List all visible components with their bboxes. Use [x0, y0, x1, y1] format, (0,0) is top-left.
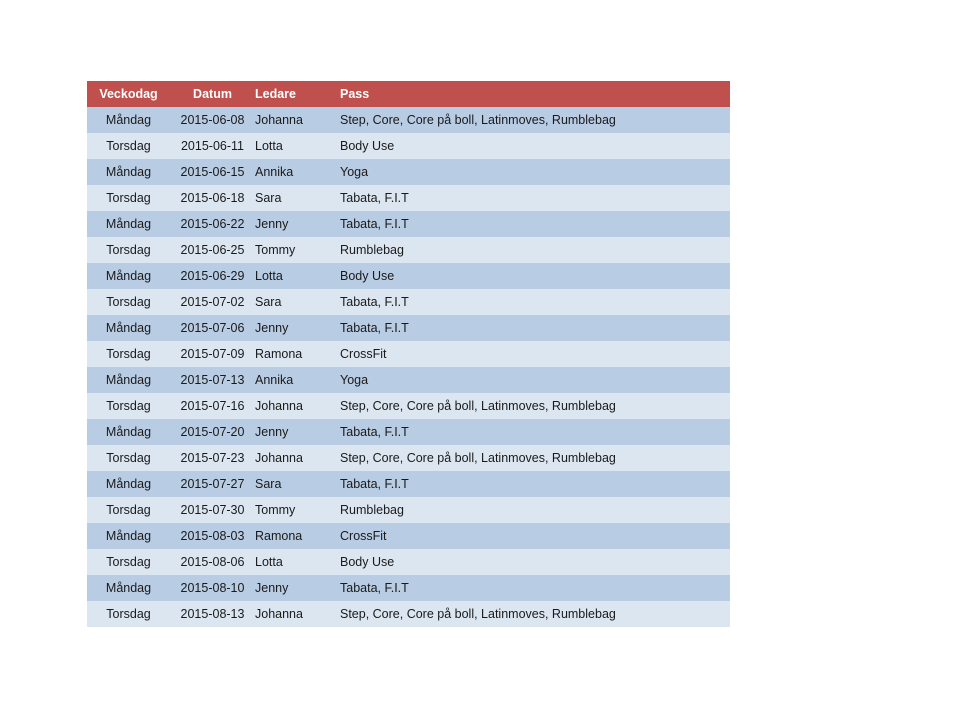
- cell-pass: Tabata, F.I.T: [340, 419, 730, 445]
- cell-datum: 2015-07-06: [170, 315, 255, 341]
- cell-ledare: Jenny: [255, 575, 340, 601]
- table-row: [87, 315, 730, 341]
- class-schedule-table: [87, 81, 730, 627]
- cell-veckodag: Måndag: [87, 575, 170, 601]
- cell-pass: Rumblebag: [340, 237, 730, 263]
- cell-pass: Step, Core, Core på boll, Latinmoves, Rumblebag: [340, 393, 730, 419]
- cell-veckodag: Torsdag: [87, 237, 170, 263]
- cell-datum: 2015-07-09: [170, 341, 255, 367]
- cell-pass: Tabata, F.I.T: [340, 315, 730, 341]
- cell-datum: 2015-07-16: [170, 393, 255, 419]
- cell-ledare: Sara: [255, 185, 340, 211]
- cell-veckodag: Måndag: [87, 107, 170, 133]
- cell-pass: Body Use: [340, 263, 730, 289]
- cell-datum: 2015-06-11: [170, 133, 255, 159]
- cell-datum: 2015-06-18: [170, 185, 255, 211]
- cell-ledare: Jenny: [255, 419, 340, 445]
- table-body: [87, 107, 730, 627]
- cell-pass: Step, Core, Core på boll, Latinmoves, Rumblebag: [340, 445, 730, 471]
- cell-datum: 2015-08-10: [170, 575, 255, 601]
- cell-veckodag: Måndag: [87, 419, 170, 445]
- table-row: [87, 263, 730, 289]
- cell-ledare: Jenny: [255, 211, 340, 237]
- table-row: [87, 575, 730, 601]
- cell-datum: 2015-08-13: [170, 601, 255, 627]
- cell-veckodag: Måndag: [87, 315, 170, 341]
- cell-veckodag: Torsdag: [87, 133, 170, 159]
- cell-ledare: Annika: [255, 159, 340, 185]
- cell-ledare: Ramona: [255, 523, 340, 549]
- cell-pass: Yoga: [340, 159, 730, 185]
- cell-veckodag: Måndag: [87, 159, 170, 185]
- table-row: [87, 237, 730, 263]
- column-header-datum: Datum: [170, 81, 255, 107]
- cell-ledare: Jenny: [255, 315, 340, 341]
- cell-veckodag: Torsdag: [87, 497, 170, 523]
- cell-veckodag: Måndag: [87, 211, 170, 237]
- cell-veckodag: Torsdag: [87, 601, 170, 627]
- cell-datum: 2015-07-27: [170, 471, 255, 497]
- cell-pass: Step, Core, Core på boll, Latinmoves, Rumblebag: [340, 107, 730, 133]
- cell-datum: 2015-07-30: [170, 497, 255, 523]
- cell-ledare: Tommy: [255, 237, 340, 263]
- cell-ledare: Sara: [255, 289, 340, 315]
- cell-veckodag: Måndag: [87, 263, 170, 289]
- table-row: [87, 601, 730, 627]
- cell-ledare: Lotta: [255, 263, 340, 289]
- cell-ledare: Lotta: [255, 549, 340, 575]
- table-row: [87, 523, 730, 549]
- column-header-pass: Pass: [340, 81, 730, 107]
- column-header-veckodag: Veckodag: [87, 81, 170, 107]
- cell-veckodag: Torsdag: [87, 185, 170, 211]
- cell-ledare: Tommy: [255, 497, 340, 523]
- cell-datum: 2015-07-13: [170, 367, 255, 393]
- table-row: [87, 471, 730, 497]
- cell-pass: CrossFit: [340, 341, 730, 367]
- cell-datum: 2015-08-06: [170, 549, 255, 575]
- cell-pass: Tabata, F.I.T: [340, 211, 730, 237]
- cell-veckodag: Måndag: [87, 523, 170, 549]
- cell-datum: 2015-07-20: [170, 419, 255, 445]
- cell-pass: Step, Core, Core på boll, Latinmoves, Rumblebag: [340, 601, 730, 627]
- cell-pass: Tabata, F.I.T: [340, 185, 730, 211]
- table-row: [87, 107, 730, 133]
- table-row: [87, 497, 730, 523]
- cell-datum: 2015-08-03: [170, 523, 255, 549]
- cell-veckodag: Torsdag: [87, 445, 170, 471]
- table-header-row: [87, 81, 730, 107]
- cell-pass: Yoga: [340, 367, 730, 393]
- table-row: [87, 159, 730, 185]
- cell-ledare: Ramona: [255, 341, 340, 367]
- cell-datum: 2015-06-08: [170, 107, 255, 133]
- table-row: [87, 419, 730, 445]
- table-row: [87, 289, 730, 315]
- cell-ledare: Johanna: [255, 393, 340, 419]
- cell-pass: Tabata, F.I.T: [340, 289, 730, 315]
- table-row: [87, 133, 730, 159]
- cell-veckodag: Torsdag: [87, 393, 170, 419]
- cell-pass: CrossFit: [340, 523, 730, 549]
- cell-ledare: Johanna: [255, 445, 340, 471]
- cell-pass: Body Use: [340, 549, 730, 575]
- cell-pass: Tabata, F.I.T: [340, 575, 730, 601]
- cell-datum: 2015-07-23: [170, 445, 255, 471]
- cell-datum: 2015-06-29: [170, 263, 255, 289]
- cell-ledare: Sara: [255, 471, 340, 497]
- cell-datum: 2015-06-25: [170, 237, 255, 263]
- cell-pass: Rumblebag: [340, 497, 730, 523]
- cell-veckodag: Måndag: [87, 471, 170, 497]
- cell-ledare: Johanna: [255, 107, 340, 133]
- table-row: [87, 367, 730, 393]
- cell-veckodag: Torsdag: [87, 341, 170, 367]
- table-row: [87, 393, 730, 419]
- table-row: [87, 445, 730, 471]
- cell-datum: 2015-06-15: [170, 159, 255, 185]
- cell-veckodag: Torsdag: [87, 549, 170, 575]
- cell-veckodag: Torsdag: [87, 289, 170, 315]
- cell-veckodag: Måndag: [87, 367, 170, 393]
- table-row: [87, 549, 730, 575]
- cell-pass: Body Use: [340, 133, 730, 159]
- cell-ledare: Lotta: [255, 133, 340, 159]
- table-row: [87, 185, 730, 211]
- cell-datum: 2015-06-22: [170, 211, 255, 237]
- cell-ledare: Annika: [255, 367, 340, 393]
- cell-datum: 2015-07-02: [170, 289, 255, 315]
- table-row: [87, 341, 730, 367]
- cell-pass: Tabata, F.I.T: [340, 471, 730, 497]
- column-header-ledare: Ledare: [255, 81, 340, 107]
- table-row: [87, 211, 730, 237]
- cell-ledare: Johanna: [255, 601, 340, 627]
